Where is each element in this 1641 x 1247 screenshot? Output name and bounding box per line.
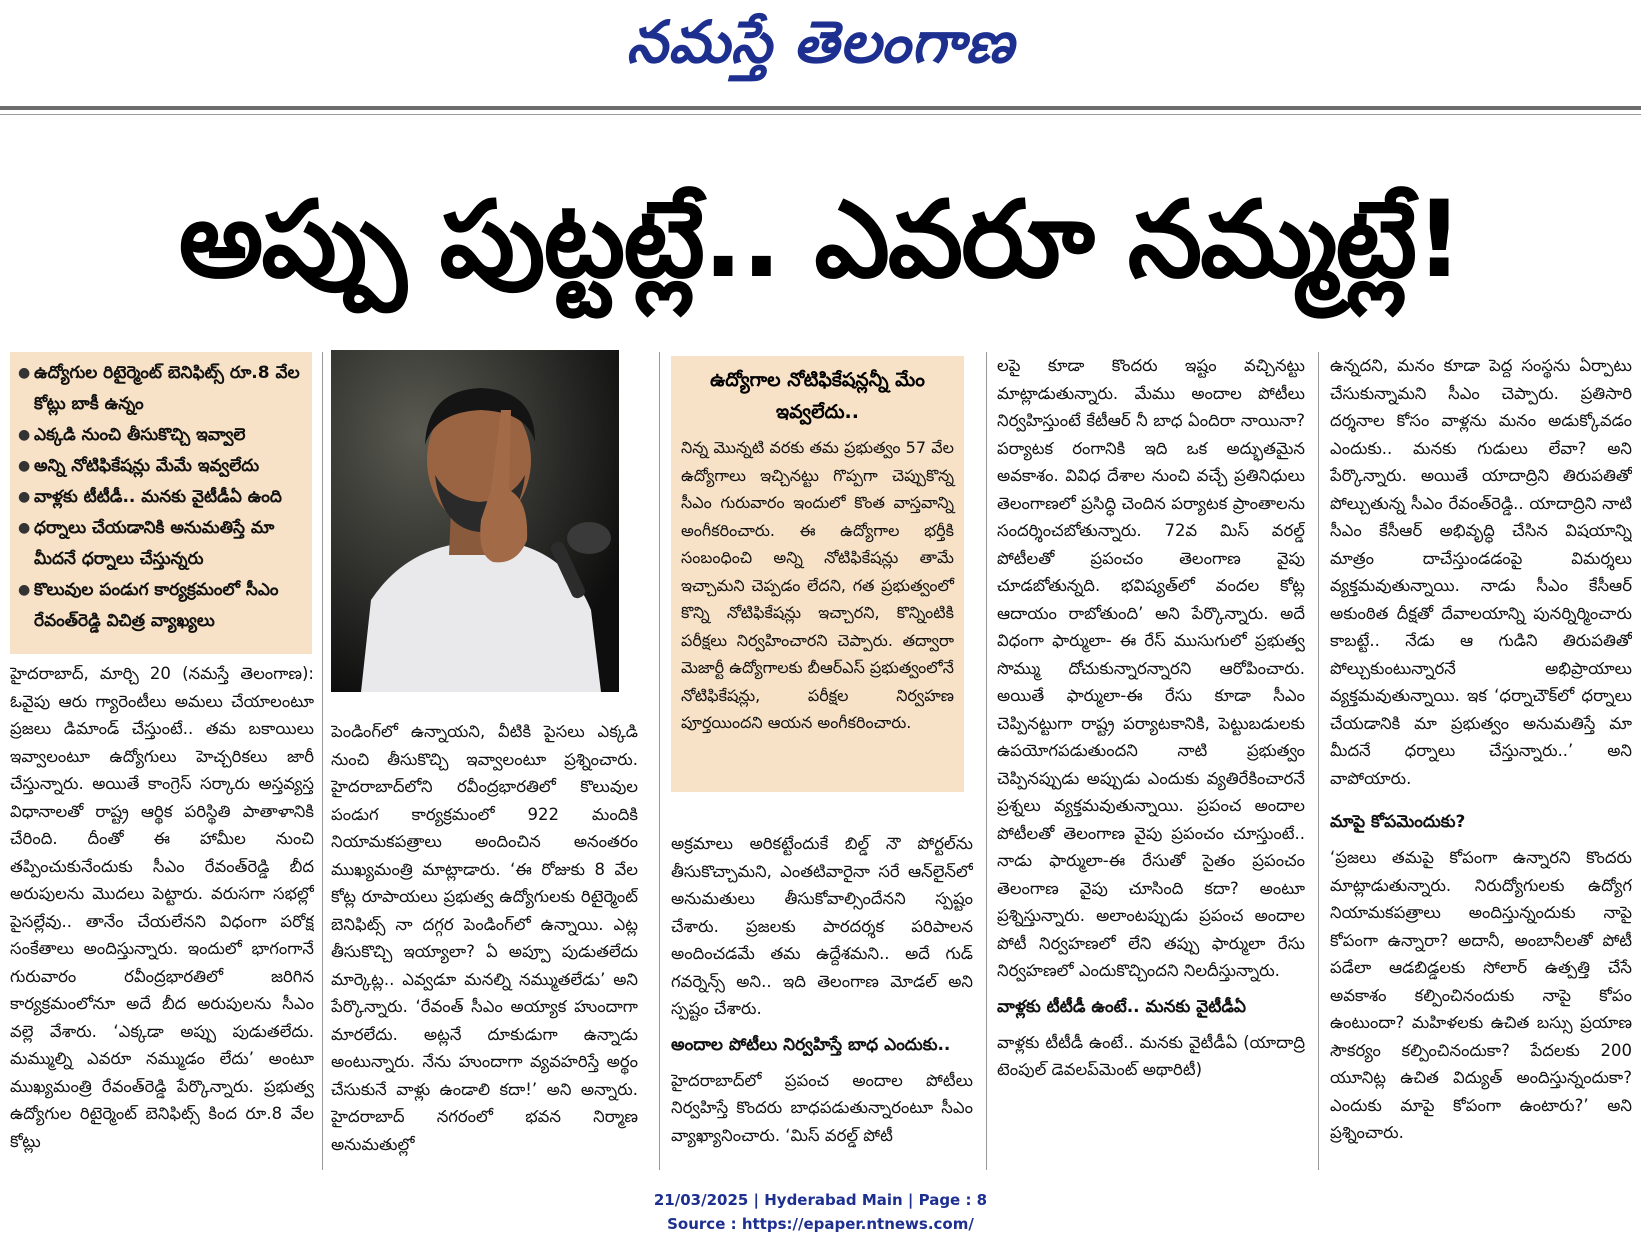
subhead: అందాల పోటీలు నిర్వహిస్తే బాధ ఎందుకు.. — [671, 1034, 951, 1055]
bullet-icon: ● — [18, 427, 31, 443]
bullet-icon: ● — [18, 582, 31, 598]
article-text: అక్రమాలు అరికట్టేందుకే బిల్డ్ నౌ పోర్టల్‌ను తీసుకొచ్చామని, ఎంతటివారైనా సరే ఆన్‌లైన్‌లో అనుమతులు తీసుకోవాల్సిందేనని స్పష్టం చేశారు. ప్రజలకు పారదర్శక పరిపాలన అందించడమే తమ ఉద్దేశమని.. అదే గుడ్ గవర్నెన్స్ అని.. ఇది తెలంగాణ మోడల్ అని స్పష్టం చేశారు. — [671, 834, 973, 1018]
article-text: ఉన్నదని, మనం కూడా పెద్ద సంస్థను ఏర్పాటు చేసుకున్నామని సీఎం చెప్పారు. ప్రతిసారి దర్శనాల కోసం వాళ్లను మనం అడుక్కోవడం ఎందుకు.. మనకు గుడులు లేవా? అని పేర్కొన్నారు. అయితే యాదాద్రిని తిరుపతితో పోల్చుతున్న సీఎం రేవంత్‌రెడ్డి.. యాదాద్రిని నాటి సీఎం కేసీఆర్ అభివృద్ధి చేసిన విషయాన్ని మాత్రం దాచేస్తుండడంపై విమర్శలు వ్యక్తమవుతున్నాయి. నాడు సీఎం కేసీఆర్ అకుంఠిత దీక్షతో దేవాలయాన్ని పునర్నిర్మించారు కాబట్టే.. నేడు ఆ గుడిని తిరుపతితో పోల్చుకుంటున్నారనే అభిప్రాయాలు వ్యక్తమవుతున్నాయి. ఇక ‘ధర్నాచౌక్‌లో ధర్నాలు చేయడానికి మా ప్రభుత్వం అనుమతిస్తే మా మీదనే ధర్నాలు చేస్తున్నారు..’ అని వాపోయారు. — [1330, 356, 1632, 788]
highlight-item: ● వాళ్లకు టీటీడీ.. మనకు వైటీడీఏ ఉంది — [18, 482, 304, 513]
article-column-2 — [331, 718, 638, 1170]
highlight-item: ● కొలువుల పండుగ కార్యక్రమంలో సీఎం రేవంత్‌రెడ్డి విచిత్ర వ్యాఖ్యలు — [18, 575, 304, 637]
column-divider — [659, 352, 660, 1170]
highlight-item: ● అన్ని నోటిఫికేషన్లు మేమే ఇవ్వలేదు — [18, 451, 304, 482]
bullet-icon: ● — [18, 520, 31, 536]
cm-photo — [331, 350, 619, 692]
sidebar-box — [671, 356, 964, 792]
bullet-icon: ● — [18, 365, 31, 381]
article-text: హైదరాబాద్, మార్చి 20 (నమస్తే తెలంగాణ): ఓవైపు ఆరు గ్యారెంటీలు అమలు చేయాలంటూ ప్రజలు డిమాండ్ చేస్తుంటే.. తమ బకాయిలు ఇవ్వాలంటూ ఉద్యోగులు హెచ్చరికలు జారీ చేస్తున్నారు. అయితే కాంగ్రెస్ సర్కారు అస్తవ్యస్త విధానాలతో రాష్ట్ర ఆర్థిక పరిస్థితి పాతాళానికి చేరింది. దీంతో ఈ హామీల నుంచి తప్పించుకునేందుకు సీఎం రేవంత్‌రెడ్డి బీద అరుపులను మొదలు పెట్టారు. వరుసగా సభల్లో పైసల్లేవు.. తానేం చేయలేనని విధంగా పరోక్ష సంకేతాలు అందిస్తున్నారు. ఇందులో భాగంగానే గురువారం రవీంద్రభారతిలో జరిగిన కార్యక్రమంలోనూ అదే బీద అరుపులను సీఎం వల్లె వేశారు. ‘ఎక్కడా అప్పు పుడుతలేదు. మమ్ముల్ని ఎవరూ నమ్ముడం లేదు’ అంటూ ముఖ్యమంత్రి రేవంత్‌రెడ్డి పేర్కొన్నారు. ప్రభుత్వ ఉద్యోగుల రిటైర్మెంట్ బెనిఫిట్స్ కింద రూ.8 వేల కోట్లు — [10, 664, 314, 1151]
sidebar-title: ఉద్యోగాల నోటిఫికేషన్లన్నీ మేం ఇవ్వలేదు.. — [710, 369, 925, 423]
column-divider — [322, 352, 323, 1170]
article-column-1 — [10, 660, 314, 1170]
article-column-5 — [1330, 352, 1632, 1170]
highlights-box — [10, 352, 312, 654]
headline: అప్పు పుట్టట్లే.. ఎవరూ నమ్మట్లే! — [178, 178, 1462, 301]
article-text: ‘ప్రజలు తమపై కోపంగా ఉన్నారని కొందరు మాట్లాడుతున్నారు. నిరుద్యోగులకు ఉద్యోగ నియామకపత్రాలు అందిస్తున్నందుకు నాపై కోపంగా ఉన్నారా? అదానీ, అంబానీలతో పోటీ పడేలా ఆడబిడ్డలకు సోలార్ ఉత్పత్తి చేసే అవకాశం కల్పించినందుకు నాపై కోపం ఉంటుందా? మహిళలకు ఉచిత బస్సు ప్రయాణ సౌకర్యం కల్పించినందుకా? పేదలకు 200 యూనిట్ల ఉచిత విద్యుత్ అందిస్తున్నందుకా? ఎందుకు మాపై కోపంగా ఉంటారు?’ అని ప్రశ్నించారు. — [1330, 848, 1632, 1142]
article-text: హైదరాబాద్‌లో ప్రపంచ అందాల పోటీలు నిర్వహిస్తే కొందరు బాధపడుతున్నారంటూ సీఎం వ్యాఖ్యానించారు. ‘మిస్ వరల్డ్ పోటీ — [671, 1070, 973, 1145]
portrait-illustration — [331, 350, 619, 692]
article-column-3 — [671, 830, 973, 1170]
masthead-rule-thin — [0, 114, 1641, 115]
column-divider — [1318, 352, 1319, 1170]
highlight-item: ● ఎక్కడి నుంచి తీసుకొచ్చి ఇవ్వాలె — [18, 420, 304, 451]
column-divider — [986, 352, 987, 1170]
article-text: వాళ్లకు టీటీడీ ఉంటే.. మనకు వైటీడీఏ (యాదాద్రి టెంపుల్ డెవలప్‌మెంట్ అథారిటీ) — [997, 1032, 1305, 1079]
article-column-4 — [997, 352, 1305, 1170]
masthead-rule — [0, 106, 1641, 110]
sidebar-text: నిన్న మొన్నటి వరకు తమ ప్రభుత్వం 57 వేల ఉద్యోగాలు ఇచ్చినట్టు గొప్పగా చెప్పుకొన్న సీఎం గురువారం ఇందులో కొంత వాస్తవాన్ని అంగీకరించారు. ఈ ఉద్యోగాల భర్తీకి సంబంధించి అన్ని నోటిఫికేషన్లు తామే ఇచ్చామని చెప్పడం లేదని, గత ప్రభుత్వంలో కొన్ని నోటిఫికేషన్లు ఇచ్చారని, కొన్నింటికి పరీక్షలు నిర్వహించారని చెప్పారు. తద్వారా మెజార్టీ ఉద్యోగాలకు బీఆర్‌ఎస్ ప్రభుత్వంలోనే నోటిఫికేషన్లు, పరీక్షల నిర్వహణ పూర్తయిందని ఆయన అంగీకరించారు. — [681, 438, 954, 732]
footer-dateline: 21/03/2025 | Hyderabad Main | Page : 8 — [653, 1191, 988, 1209]
highlight-item: ● ధర్నాలు చేయడానికి అనుమతిస్తే మా మీదనే ధర్నాలు చేస్తున్నరు — [18, 513, 304, 575]
highlight-item: ● ఉద్యోగుల రిటైర్మెంట్ బెనిఫిట్స్ రూ.8 వేల కోట్లు బాకీ ఉన్నం — [18, 358, 304, 420]
subhead: వాళ్లకు టీటీడీ ఉంటే.. మనకు వైటీడీఏ — [997, 996, 1247, 1017]
subhead: మాపై కోపమెందుకు? — [1330, 812, 1466, 832]
bullet-icon: ● — [18, 458, 31, 474]
bullet-icon: ● — [18, 489, 31, 505]
article-text: లపై కూడా కొందరు ఇష్టం వచ్చినట్టు మాట్లాడుతున్నారు. మేము అందాల పోటీలు నిర్వహిస్తుంటే కేటీఆర్ నీ బాధ ఏందిరా నాయినా? పర్యాటక రంగానికి ఇది ఒక అద్భుతమైన అవకాశం. వివిధ దేశాల నుంచి వచ్చే ప్రతినిధులు తెలంగాణలో ప్రసిద్ధి చెందిన పర్యాటక ప్రాంతాలను సందర్శించబోతున్నారు. 72వ మిస్ వరల్డ్ పోటీలతో ప్రపంచం తెలంగాణ వైపు చూడబోతున్నది. భవిష్యత్‌లో వందల కోట్ల ఆదాయం రాబోతుంది’ అని పేర్కొన్నారు. అదే విధంగా ఫార్ములా- ఈ రేస్ ముసుగులో ప్రభుత్వ సొమ్ము దోచుకున్నారన్నారని ఆరోపించారు. అయితే ఫార్ములా-ఈ రేసు కూడా సీఎం చెప్పినట్టుగా రాష్ట్ర పర్యాటకానికి, పెట్టుబడులకు ఉపయోగపడుతుందని నాటి ప్రభుత్వం చెప్పినప్పుడు అప్పుడు ఎందుకు వ్యతిరేకించారనే ప్రశ్నలు వ్యక్తమవుతున్నాయి. ప్రపంచ అందాల పోటీలతో తెలంగాణ వైపు ప్రపంచం చూస్తుంటే.. నాడు ఫార్ములా-ఈ రేసుతో సైతం ప్రపంచం తెలంగాణ వైపు చూసింది కదా? అంటూ ప్రశ్నిస్తున్నారు. అలాంటప్పుడు ప్రపంచ అందాల పోటీ నిర్వహణలో లేని తప్పు ఫార్ములా రేసు నిర్వహణలో ఎందుకొచ్చిందని నిలదీస్తున్నారు. — [997, 356, 1305, 980]
masthead-title: నమస్తే తెలంగాణ — [626, 8, 1015, 76]
footer — [0, 1188, 1641, 1236]
article-text: పెండింగ్‌లో ఉన్నాయని, వీటికి పైసలు ఎక్కడి నుంచి తీసుకొచ్చి ఇవ్వాలంటూ ప్రశ్నించారు. హైదరాబాద్‌లోని రవీంద్రభారతిలో కొలువుల పండుగ కార్యక్రమంలో 922 మందికి నియామకపత్రాలు అందించిన అనంతరం ముఖ్యమంత్రి మాట్లాడారు. ‘ఈ రోజుకు 8 వేల కోట్ల రూపాయలు ప్రభుత్వ ఉద్యోగులకు రిటైర్మెంట్ బెనిఫిట్స్ నా దగ్గర పెండింగ్‌లో ఉన్నాయి. ఎట్ల తీసుకొచ్చి ఇయ్యాలా? ఏ అప్పూ పుడుతలేదు మార్కెట్ల.. ఎవ్వడూ మనల్ని నమ్ముతలేడు’ అని పేర్కొన్నారు. ‘రేవంత్ సీఎం అయ్యాక హుందాగా మారలేదు. అట్లనే దూకుడుగా ఉన్నాడు అంటున్నారు. నేను హుందాగా వ్యవహరిస్తే అర్థం చేసుకునే వాళ్లు ఉండాలి కదా!’ అని అన్నారు. హైదరాబాద్ నగరంలో భవన నిర్మాణ అనుమతుల్లో — [331, 722, 638, 1154]
footer-source[interactable]: Source : https://epaper.ntnews.com/ — [667, 1215, 974, 1233]
masthead — [0, 0, 1641, 100]
